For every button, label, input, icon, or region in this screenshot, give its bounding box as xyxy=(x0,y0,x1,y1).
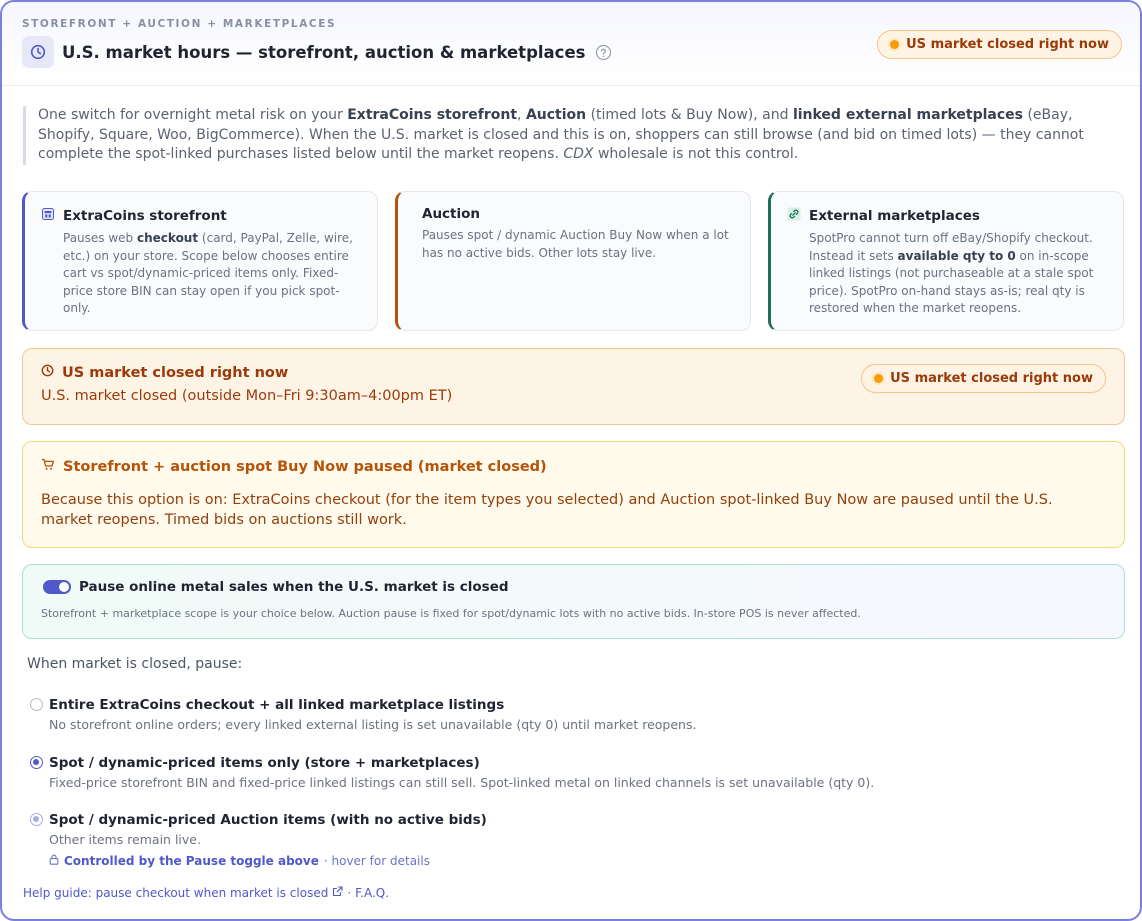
status-dot-icon xyxy=(874,374,883,383)
card-strong-qty: available qty to 0 xyxy=(897,248,1016,263)
intro-strong-storefront: ExtraCoins storefront xyxy=(347,107,518,123)
card-title: ExtraCoins storefront xyxy=(63,207,227,224)
option-desc: Fixed-price storefront BIN and fixed-price linked listings can still sell. Spot-linked metal on linked channels is set unavailable (qty 0). xyxy=(49,775,875,790)
option-text xyxy=(49,812,487,868)
card-body xyxy=(63,230,361,318)
radio-entire-checkout[interactable] xyxy=(30,698,43,711)
card-body xyxy=(809,230,1107,318)
lock-note[interactable] xyxy=(49,854,487,868)
market-status-text: US market closed right now xyxy=(906,37,1109,52)
closed-status-text: US market closed right now xyxy=(890,371,1093,386)
help-guide-link[interactable]: Help guide: pause checkout when market is closed xyxy=(23,886,329,900)
faq-link[interactable]: F.A.Q. xyxy=(355,886,390,900)
option-text xyxy=(49,697,696,732)
question-circle-icon[interactable] xyxy=(595,44,612,61)
intro-text-part: (eBay, Shopify, Square, Woo, BigCommerce). When the U.S. market is closed and this is on, shoppers can still browse (and bid on timed lots) — they cannot complete the spot-linked purchases listed below until the market reopens. xyxy=(38,107,1084,162)
intro-text xyxy=(23,106,1123,165)
intro-text-part: wholesale is not this control. xyxy=(593,146,799,162)
clock-icon xyxy=(22,36,54,68)
lock-icon xyxy=(49,854,59,868)
option-desc: No storefront online orders; every linked external listing is set unavailable (qty 0) until market reopens. xyxy=(49,717,697,732)
toggle-row xyxy=(41,579,1106,595)
option-title[interactable]: Entire ExtraCoins checkout + all linked marketplace listings xyxy=(49,697,505,713)
card-text-part: Pauses web xyxy=(63,231,137,245)
option-title[interactable]: Spot / dynamic-priced items only (store + marketplaces) xyxy=(49,755,480,771)
card-text-part: (card, PayPal, Zelle, wire, etc.) on your store. Scope below chooses entire cart vs spot/dynamic-priced items only. Fixed-price store BIN can stay open if you pick spot-only. xyxy=(63,231,353,315)
scope-option-entire[interactable] xyxy=(30,697,696,732)
status-dot-icon xyxy=(890,40,899,49)
paused-title-row xyxy=(41,458,1106,475)
radio-auction-locked xyxy=(30,813,43,826)
intro-text-part: (timed lots & Buy Now), and xyxy=(586,107,793,123)
closed-status-pill xyxy=(861,364,1106,393)
external-link-icon xyxy=(332,886,343,900)
section-kicker: STOREFRONT + AUCTION + MARKETPLACES xyxy=(22,18,337,30)
pause-toggle-panel xyxy=(22,564,1125,639)
card-strong-checkout: checkout xyxy=(137,231,199,245)
option-text xyxy=(49,755,874,790)
page-title: U.S. market hours — storefront, auction & marketplaces xyxy=(62,42,586,62)
channel-cards xyxy=(22,191,1124,331)
clock-icon xyxy=(41,364,54,381)
card-auction xyxy=(395,191,751,331)
scope-option-spot-only[interactable] xyxy=(30,755,874,790)
intro-italic-cdx: CDX xyxy=(563,146,594,162)
card-storefront xyxy=(22,191,378,331)
toggle-label[interactable]: Pause online metal sales when the U.S. market is closed xyxy=(79,579,509,595)
intro-strong-marketplaces: linked external marketplaces xyxy=(792,107,1023,123)
card-header xyxy=(422,206,734,222)
card-header xyxy=(787,206,1107,225)
market-status-pill xyxy=(877,30,1122,59)
intro-text-part: , xyxy=(517,107,526,123)
card-title: Auction xyxy=(422,206,481,222)
toggle-note: Storefront + marketplace scope is your choice below. Auction pause is fixed for spot/dynamic lots with no active bids. In-store POS is never affected. xyxy=(41,607,861,620)
help-separator: · xyxy=(347,886,352,900)
card-text-part: on in-scope linked listings (not purchaseable at a stale spot price). SpotPro on-hand stays as-is; real qty is restored when the market reopens. xyxy=(809,248,1094,315)
card-title: External marketplaces xyxy=(809,207,980,224)
link-icon xyxy=(787,206,801,225)
toggle-knob xyxy=(59,582,69,592)
intro-strong-auction: Auction xyxy=(525,107,587,123)
cart-icon xyxy=(41,458,55,475)
sales-paused-banner xyxy=(22,441,1125,548)
paused-title: Storefront + auction spot Buy Now paused (market closed) xyxy=(63,458,547,475)
lock-note-strong: Controlled by the Pause toggle above xyxy=(64,854,319,868)
card-header xyxy=(41,206,361,225)
scope-label: When market is closed, pause: xyxy=(27,656,243,672)
card-text-part: SpotPro cannot turn off eBay/Shopify checkout. Instead it sets xyxy=(809,231,1093,263)
card-marketplaces xyxy=(768,191,1124,331)
scope-option-auction xyxy=(30,812,487,868)
option-desc: Other items remain live. xyxy=(49,832,201,847)
lock-note-rest: · hover for details xyxy=(323,854,430,868)
closed-title: US market closed right now xyxy=(62,364,289,381)
help-links xyxy=(23,886,389,900)
card-body: Pauses spot / dynamic Auction Buy Now when a lot has no active bids. Other lots stay live. xyxy=(422,228,729,260)
radio-spot-only[interactable] xyxy=(30,756,43,769)
pause-sales-toggle[interactable] xyxy=(43,580,71,594)
closed-subtitle: U.S. market closed (outside Mon–Fri 9:30am–4:00pm ET) xyxy=(41,388,453,404)
paused-body: Because this option is on: ExtraCoins checkout (for the item types you selected) and Auction spot-linked Buy Now are paused until the U.S. market reopens. Timed bids on auctions still work. xyxy=(41,492,1053,528)
market-closed-banner xyxy=(22,348,1125,425)
option-title: Spot / dynamic-priced Auction items (with no active bids) xyxy=(49,812,487,828)
panel-header xyxy=(2,2,1140,86)
store-icon xyxy=(41,206,55,225)
intro-text-part: One switch for overnight metal risk on your xyxy=(38,107,348,123)
